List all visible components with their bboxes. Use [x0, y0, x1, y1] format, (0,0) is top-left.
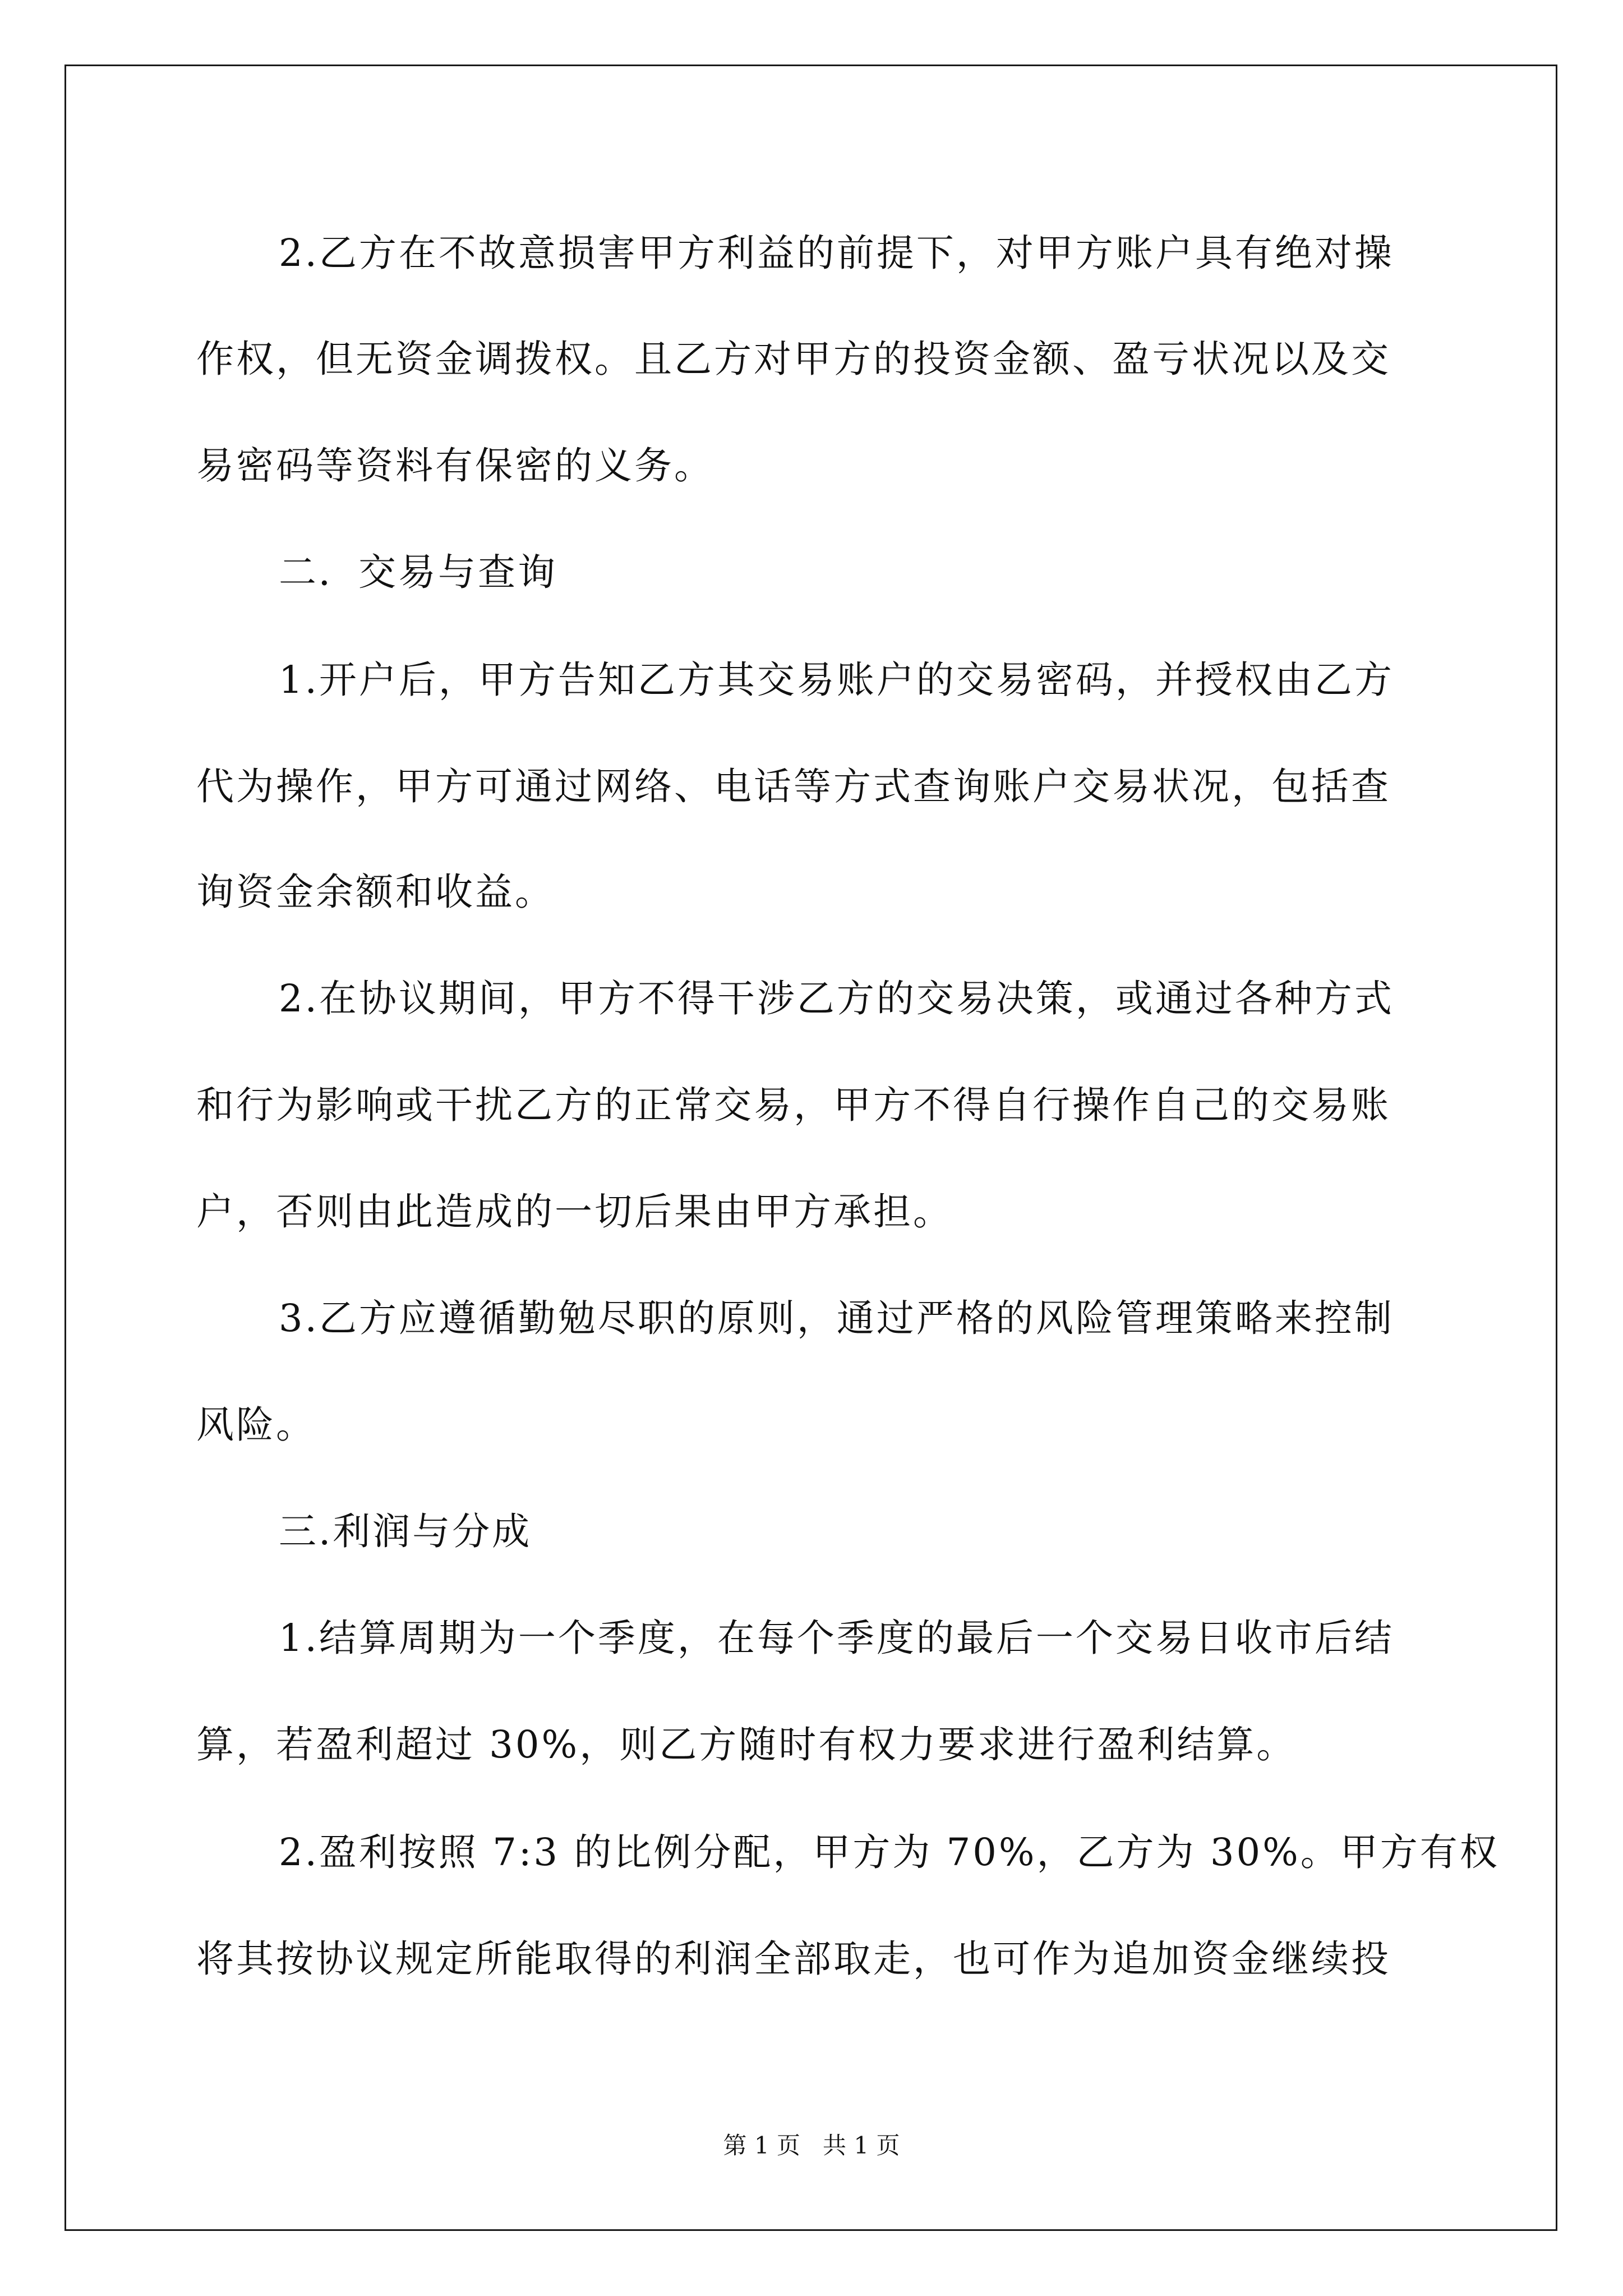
paragraph-line: 风险。 — [196, 1403, 316, 1447]
paragraph-line: 作权，但无资金调拨权。且乙方对甲方的投资金额、盈亏状况以及交 — [196, 337, 1391, 381]
page-border — [64, 65, 1557, 2231]
paragraph-line: 1.结算周期为一个季度，在每个季度的最后一个交易日收市后结 — [279, 1616, 1394, 1660]
paragraph-line: 易密码等资料有保密的义务。 — [196, 444, 714, 487]
paragraph-line: 1.开户后，甲方告知乙方其交易账户的交易密码，并授权由乙方 — [279, 658, 1394, 702]
paragraph-line: 代为操作，甲方可通过网络、电话等方式查询账户交易状况，包括查 — [196, 765, 1391, 808]
paragraph-line: 算，若盈利超过 30%，则乙方随时有权力要求进行盈利结算。 — [196, 1723, 1297, 1766]
paragraph-line: 2.在协议期间，甲方不得干涉乙方的交易决策，或通过各种方式 — [279, 977, 1394, 1020]
paragraph-line: 2.乙方在不故意损害甲方利益的前提下，对甲方账户具有绝对操 — [279, 231, 1394, 275]
section-heading: 二．交易与查询 — [279, 550, 557, 594]
paragraph-line: 2.盈利按照 7:3 的比例分配，甲方为 70%，乙方为 30%。甲方有权 — [279, 1830, 1500, 1874]
paragraph-line: 询资金余额和收益。 — [196, 870, 555, 914]
paragraph-line: 3.乙方应遵循勤勉尽职的原则，通过严格的风险管理策略来控制 — [279, 1296, 1394, 1340]
page-number-footer: 第 1 页 共 1 页 — [723, 2132, 900, 2159]
paragraph-line: 和行为影响或干扰乙方的正常交易，甲方不得自行操作自己的交易账 — [196, 1083, 1391, 1127]
paragraph-line: 将其按协议规定所能取得的利润全部取走，也可作为追加资金继续投 — [196, 1937, 1391, 1981]
paragraph-line: 户，否则由此造成的一切后果由甲方承担。 — [196, 1190, 953, 1234]
section-heading: 三.利润与分成 — [279, 1510, 532, 1553]
